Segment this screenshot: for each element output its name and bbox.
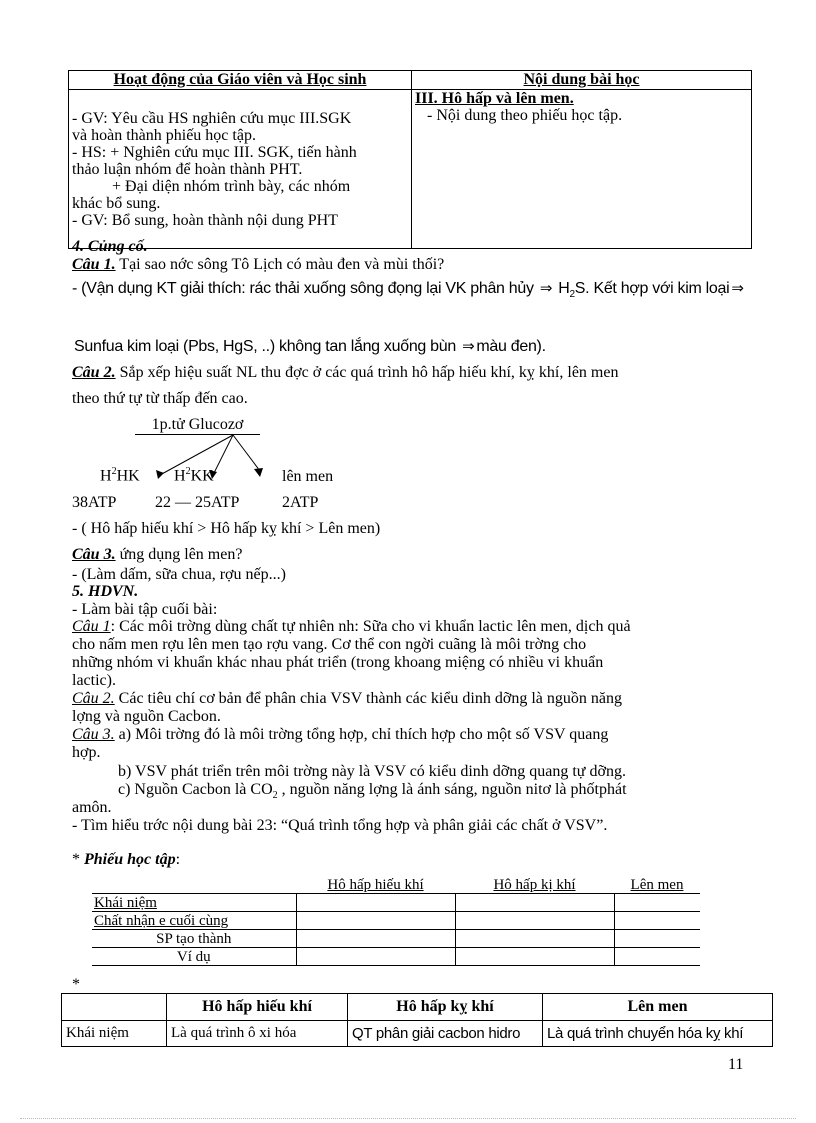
worksheet-row — [92, 948, 700, 966]
hw-question-3 — [72, 726, 608, 743]
worksheet-cell — [455, 912, 614, 930]
worksheet-cell — [614, 948, 700, 966]
hw-question-3-label: Câu 3. — [72, 726, 115, 743]
answer-star: * — [72, 976, 80, 993]
answer-1-line-1 — [72, 280, 746, 303]
answer-1-line-2 — [74, 338, 546, 355]
hw-question-3-text: a) Môi trờng đó là môi trờng tổng hợp, chỉ thích hợp cho một số VSV quang — [114, 726, 609, 743]
hw-question-2-text: Các tiêu chí cơ bản để phân chia VSV thành các kiểu dinh dỡng là nguồn năng — [114, 690, 622, 707]
question-2-text: Sắp xếp hiệu suất NL thu đợc ở các quá trình hô hấp hiếu khí, kỵ khí, lên men — [115, 364, 619, 381]
header-content: Nội dung bài học — [412, 71, 752, 90]
question-1 — [72, 256, 444, 273]
arrow-head — [156, 470, 164, 479]
worksheet-header-cell — [92, 876, 296, 894]
answer-cell: Khái niệm — [62, 1021, 167, 1047]
answer-3: - (Làm dấm, sữa chua, rợu nếp...) — [72, 566, 286, 583]
worksheet-cell — [296, 894, 455, 912]
page-number: 11 — [728, 1056, 744, 1073]
hw-line: b) VSV phát triển trên môi trờng này là VSV có kiểu dinh dỡng quang tự dỡng. — [118, 763, 626, 780]
worksheet-header-cell: Lên men — [614, 876, 700, 894]
implies-arrow-icon: ⇒ — [462, 338, 475, 355]
diag-h: H — [100, 467, 112, 485]
worksheet-header-cell: Hô hấp hiếu khí — [296, 876, 455, 894]
hdvn-line: - Làm bài tập cuối bài: — [72, 601, 218, 618]
content-line: - Nội dung theo phiếu học tập. — [427, 107, 623, 124]
worksheet-title-text: Phiếu học tập — [84, 851, 176, 868]
worksheet-row-label: SP tạo thành — [92, 930, 296, 948]
hw-line: hợp. — [72, 744, 101, 761]
answer-cell: Là quá trình ô xi hóa — [167, 1021, 348, 1047]
lesson-table — [68, 70, 752, 249]
hw-line: lactic). — [72, 672, 116, 689]
question-3-label: Câu 3. — [72, 546, 116, 563]
question-2-line-2: theo thứ tự từ thấp đến cao. — [72, 390, 248, 407]
activity-line: khác bổ sung. — [72, 195, 161, 212]
answer-header-cell: Hô hấp kỵ khí — [348, 994, 543, 1021]
worksheet-cell — [296, 930, 455, 948]
question-2 — [72, 364, 618, 381]
hw-question-1 — [72, 618, 631, 635]
answer-row — [62, 1021, 773, 1047]
hw-line-co2 — [118, 781, 627, 804]
worksheet-header-row — [92, 876, 700, 894]
section-4-heading: 4. Củng cố. — [72, 238, 148, 255]
worksheet-star: * — [72, 851, 84, 868]
worksheet-row-label: Ví dụ — [92, 948, 296, 966]
hw-line: amôn. — [72, 799, 112, 816]
hw-question-2-label: Câu 2. — [72, 690, 115, 707]
hw-question-1-text: : Các môi trờng dùng chất tự nhiên nh: Sữa cho vi khuẩn lactic lên men, dịch quả — [110, 618, 631, 635]
question-3 — [72, 546, 242, 563]
worksheet-row-label: Chất nhận e cuối cùng — [92, 912, 296, 930]
hw-last-line: - Tìm hiểu trớc nội dung bài 23: “Quá trình tổng hợp và phân giải các chất ở VSV”. — [72, 817, 608, 834]
worksheet-row — [92, 912, 700, 930]
page-footer-line — [20, 1118, 796, 1119]
diag-sup: 2 — [185, 466, 191, 477]
hw-line: những nhóm vi khuẩn khác nhau phát triển (trong khoang miệng có nhiều vi khuẩn — [72, 654, 604, 671]
subscript: 2 — [569, 289, 575, 301]
diag-sup: 2 — [111, 466, 117, 477]
answer-1-text-c: S. Kết hợp với kim loại — [574, 280, 730, 297]
hw-line: cho nấm men rợu lên men tạo rợu vang. Cơ thể con ngời cuãng là môi trờng cho — [72, 636, 587, 653]
worksheet-row — [92, 894, 700, 912]
arrow-line — [233, 435, 260, 471]
answer-1-text-a: - (Vận dụng KT giải thích: rác thải xuống sông đọng lại VK phân hủy — [72, 280, 538, 297]
subscript: 2 — [272, 790, 278, 802]
activities-cell — [69, 90, 412, 249]
answer-2: - ( Hô hấp hiếu khí > Hô hấp kỵ khí > Lên men) — [72, 520, 381, 537]
answer-header-cell — [62, 994, 167, 1021]
activity-line: - GV: Yêu cầu HS nghiên cứu mục III.SGK — [72, 110, 352, 127]
activity-line: thảo luận nhóm để hoàn thành PHT. — [72, 161, 303, 178]
question-1-label: Câu 1. — [72, 256, 116, 273]
atp-fermentation: 2ATP — [282, 494, 319, 511]
content-cell — [412, 90, 752, 249]
worksheet-cell — [296, 948, 455, 966]
worksheet-cell — [614, 930, 700, 948]
answer-header-cell: Hô hấp hiếu khí — [167, 994, 348, 1021]
activity-line: và hoàn thành phiếu học tập. — [72, 127, 256, 144]
diagram-anaerobic — [174, 466, 214, 485]
worksheet-cell — [455, 948, 614, 966]
answer-header-cell: Lên men — [543, 994, 773, 1021]
activity-line: - GV: Bổ sung, hoàn thành nội dung PHT — [72, 212, 338, 229]
answer-1-text-d: Sunfua kim loại (Pbs, HgS, ..) không tan lắng xuống bùn — [74, 338, 461, 355]
worksheet-cell — [455, 894, 614, 912]
worksheet-row — [92, 930, 700, 948]
activity-line: - HS: + Nghiên cứu mục III. SGK, tiến hành — [72, 144, 357, 161]
answer-header-row — [62, 994, 773, 1021]
diag-rest: HK — [116, 467, 140, 485]
question-1-text: Tại sao nớc sông Tô Lịch có màu đen và mùi thối? — [115, 256, 445, 273]
arrow-head — [254, 468, 263, 477]
worksheet-title — [72, 851, 180, 868]
co2-text-rest: , nguồn năng lợng là ánh sáng, nguồn nitơ là phốtphát — [277, 781, 627, 798]
implies-arrow-icon: ⇒ — [539, 280, 553, 297]
hw-line: lợng và nguồn Cacbon. — [72, 708, 221, 725]
diagram-root: 1p.tử Glucozơ — [135, 416, 260, 435]
answer-table — [61, 993, 773, 1047]
atp-anaerobic: 22 — 25ATP — [155, 494, 240, 511]
hw-question-1-label: Câu 1 — [72, 618, 111, 635]
diagram-aerobic — [100, 466, 140, 485]
question-3-text: ứng dụng lên men? — [115, 546, 243, 563]
worksheet-header-cell: Hô hấp kị khí — [455, 876, 614, 894]
diag-rest: KK — [190, 467, 214, 485]
header-activities: Hoạt động của Giáo viên và Học sinh — [69, 71, 412, 90]
worksheet-table — [92, 876, 700, 966]
answer-1-text-b: H — [554, 280, 570, 297]
worksheet-colon: : — [175, 851, 181, 868]
implies-arrow-icon: ⇒ — [731, 280, 744, 297]
worksheet-cell — [455, 930, 614, 948]
section-5-heading: 5. HDVN. — [72, 583, 139, 600]
atp-aerobic: 38ATP — [72, 494, 117, 511]
diag-h: H — [174, 467, 186, 485]
section-title: III. Hô hấp và lên men. — [415, 90, 574, 107]
co2-text: c) Nguồn Cacbon là CO — [118, 781, 273, 798]
worksheet-cell — [296, 912, 455, 930]
worksheet-cell — [614, 894, 700, 912]
hw-question-2 — [72, 690, 622, 707]
answer-cell: Là quá trình chuyển hóa kỵ khí — [543, 1021, 773, 1047]
answer-cell: QT phân giải cacbon hidro — [348, 1021, 543, 1047]
question-2-label: Câu 2. — [72, 364, 116, 381]
answer-1-text-e: màu đen). — [476, 338, 546, 355]
worksheet-row-label: Khái niệm — [92, 894, 296, 912]
activity-line: + Đại diện nhóm trình bày, các nhóm — [112, 178, 351, 195]
worksheet-cell — [614, 912, 700, 930]
diagram-fermentation: lên men — [282, 468, 334, 485]
